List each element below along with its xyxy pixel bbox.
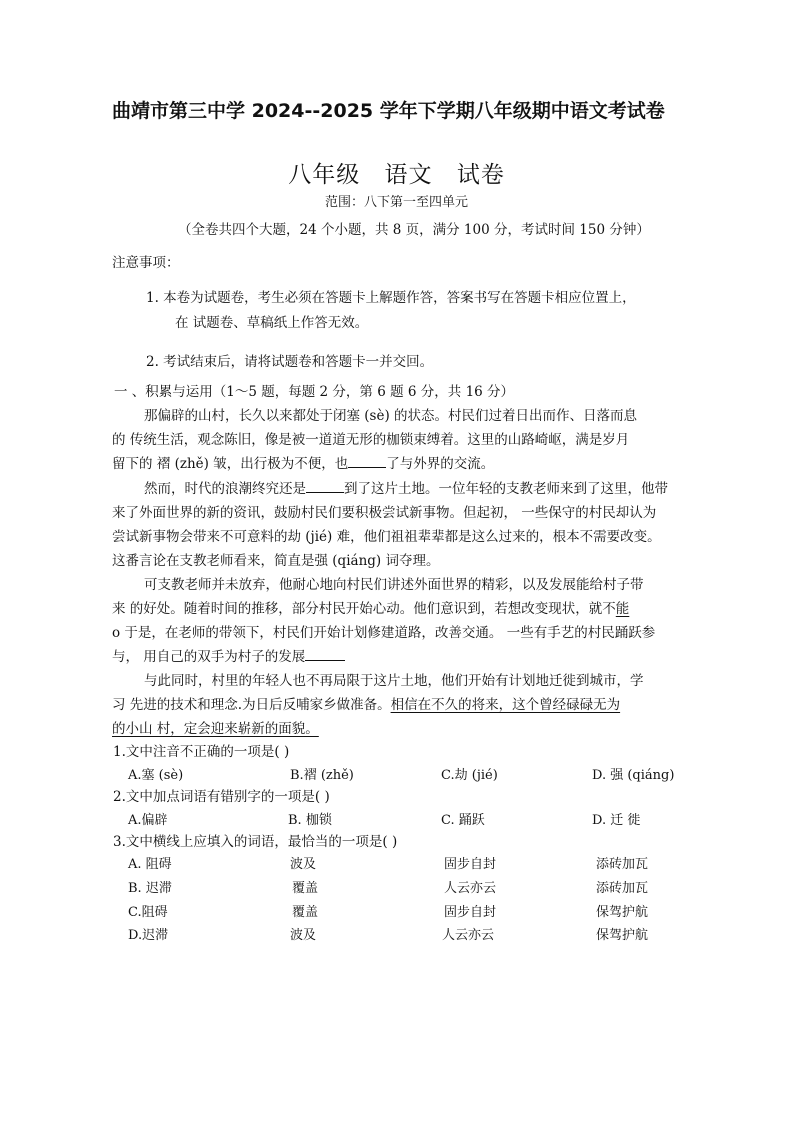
passage-line: o 于是，在老师的带领下，村民们开始计划修建道路，改善交通。 一些有手艺的村民踊跃参 [112, 625, 656, 641]
q3-row-a-col-2: 波及 [290, 857, 317, 872]
answer-blank [306, 480, 344, 493]
paper-title [0, 156, 793, 189]
exam-scope: 范围：八下第一至四单元 [324, 195, 468, 210]
q2-option-d: D. 迁 徙 [592, 813, 641, 828]
question-1: 1.文中注音不正确的一项是( ) [113, 744, 290, 760]
passage-line: 可支教老师并未放弃，他耐心地向村民们讲述外面世界的精彩，以及发展能给村子带 [144, 577, 644, 593]
underlined-sentence-cont: 的小山 村，定会迎来崭新的面貌。 [112, 721, 319, 737]
passage-line: 来了外面世界的新的资讯，鼓励村民们要积极尝试新事物。但起初， 一些保守的村民却认为 [112, 505, 657, 521]
q3-row-d-col-1: D.迟滞 [128, 928, 169, 943]
q3-row-d-col-2: 波及 [290, 928, 317, 943]
q1-option-a: A.塞 (sè) [128, 768, 184, 783]
exam-summary: （全卷共四个大题，24 个小题，共 8 页，满分 100 分，考试时间 150 分钟） [178, 222, 650, 238]
passage-line: 尝试新事物会带来不可意料的劫 (jié) 难，他们祖祖辈辈都是这么过来的，根本不需要改变。 [112, 529, 661, 545]
q3-row-b-col-2: 覆盖 [292, 881, 319, 896]
q3-row-c-col-4: 保驾护航 [596, 905, 649, 920]
underlined-sentence: 相信在不久的将来，这个曾经碌碌无为 [390, 697, 621, 713]
passage-text: 习 先进的技术和理念.为日后反哺家乡做准备。 [112, 697, 391, 713]
q2-option-c: C. 踊跃 [441, 813, 485, 828]
passage-line [112, 693, 620, 713]
q2-option-a: A.偏辟 [128, 813, 168, 828]
answer-blank [305, 648, 345, 661]
notice-item-2: 2. 考试结束后，请将试题卷和答题卡一并交回。 [146, 354, 434, 370]
passage-text: 留下的 褶 (zhě) 皱，出行极为不便，也 [112, 456, 349, 472]
q1-option-c: C.劫 (jié) [441, 768, 498, 783]
passage-line: 的 传统生活，观念陈旧，像是被一道道无形的枷锁束缚着。这里的山路崎岖，满是岁月 [112, 432, 630, 448]
q3-row-c-col-2: 覆盖 [292, 905, 319, 920]
passage-line: 与此同时，村里的年轻人也不再局限于这片土地，他们开始有计划地迁徙到城市，学 [144, 673, 644, 689]
paper-subject: 语文 [384, 162, 433, 188]
q3-row-a-col-4: 添砖加瓦 [596, 857, 649, 872]
passage-line: 那偏辟的山村，长久以来都处于闭塞 (sè) 的状态。村民们过着日出而作、日落而息 [144, 408, 638, 424]
notice-heading: 注意事项： [112, 255, 180, 271]
q3-row-c-col-1: C.阻碍 [128, 905, 168, 920]
paper-grade: 八年级 [288, 162, 361, 188]
passage-line [112, 597, 629, 617]
q3-row-a-col-3: 固步自封 [444, 857, 497, 872]
passage-text: 与， 用自己的双手为村子的发展 [112, 649, 306, 665]
q2-option-b: B. 枷锁 [288, 813, 332, 828]
notice-item-1-cont: 在 试题卷、草稿纸上作答无效。 [175, 315, 369, 331]
question-2: 2.文中加点词语有错别字的一项是( ) [113, 789, 330, 805]
question-3: 3.文中横线上应填入的词语，最恰当的一项是( ) [113, 834, 398, 850]
paper-type: 试卷 [456, 162, 505, 188]
q3-row-c-col-3: 固步自封 [444, 905, 497, 920]
passage-line [112, 452, 494, 472]
passage-line [112, 645, 345, 665]
q3-row-b-col-4: 添砖加瓦 [596, 881, 649, 896]
passage-text: 来 的好处。随着时间的推移，部分村民开始心动。他们意识到，若想改变现状，就不 [112, 601, 616, 617]
q1-option-b: B.褶 (zhě) [290, 768, 354, 783]
exam-title: 曲靖市第三中学 2024--2025 学年下学期八年级期中语文考试卷 [112, 100, 665, 122]
q3-row-b-col-3: 人云亦云 [444, 881, 497, 896]
q1-option-d: D. 强 (qiáng) [592, 768, 675, 783]
passage-text: 然而，时代的浪潮终究还是 [144, 481, 306, 497]
passage-line [144, 477, 668, 497]
q3-row-b-col-1: B. 迟滞 [128, 881, 172, 896]
passage-line: 这番言论在支教老师看来，简直是强 (qiáng) 词夺理。 [112, 553, 440, 569]
underlined-text: 能 [615, 601, 630, 617]
section-1-heading: 一 、积累与运用（1～5 题，每题 2 分，第 6 题 6 分，共 16 分） [114, 384, 515, 400]
q3-row-d-col-3: 人云亦云 [442, 928, 495, 943]
notice-item-1: 1. 本卷为试题卷，考生必须在答题卡上解题作答，答案书写在答题卡相应位置上， [146, 290, 636, 306]
passage-text: 了与外界的交流。 [386, 456, 495, 472]
answer-blank [348, 455, 386, 468]
q3-row-a-col-1: A. 阻碍 [128, 857, 172, 872]
q3-row-d-col-4: 保驾护航 [596, 928, 649, 943]
passage-text: 到了这片土地。一位年轻的支教老师来到了这里，他带 [344, 481, 668, 497]
